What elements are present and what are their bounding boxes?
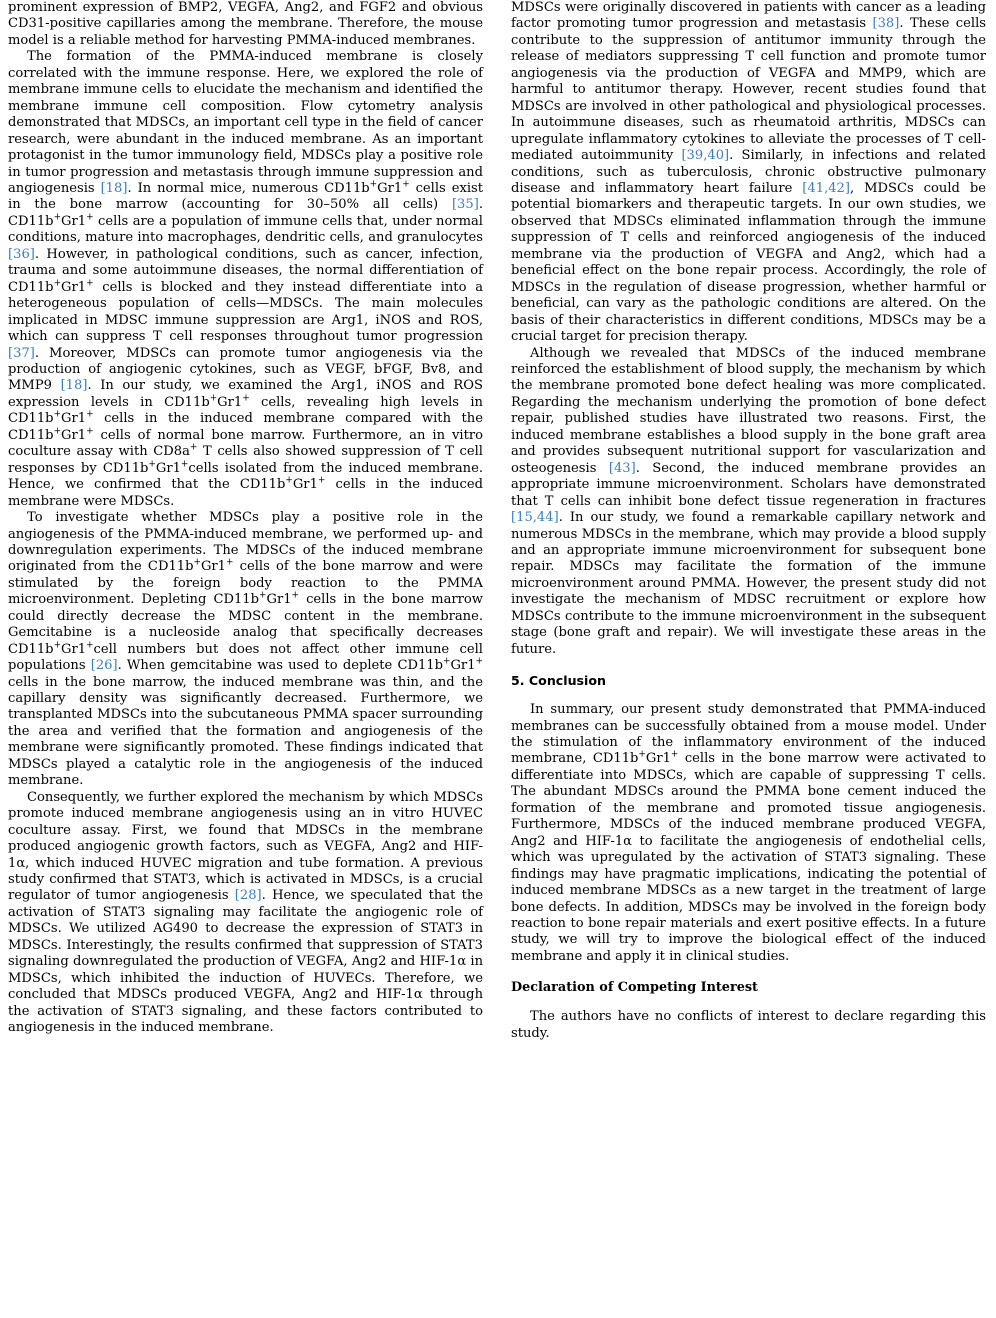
citation-link[interactable]: [39,40] <box>681 148 730 164</box>
two-column-body <box>8 0 986 1042</box>
superscript-mark: + <box>259 590 267 601</box>
citation-link[interactable]: [37] <box>8 345 35 361</box>
superscript-mark: + <box>193 558 201 569</box>
paragraph-spacer <box>511 996 986 1009</box>
superscript-mark: + <box>53 278 62 289</box>
citation-link[interactable]: [26] <box>90 658 118 674</box>
superscript-mark: + <box>53 640 62 651</box>
superscript-mark: + <box>86 278 94 289</box>
superscript-mark: + <box>475 656 483 667</box>
body-paragraph: Consequently, we further explored the mechanism by which MDSCs promote induced membrane angiogenesis using an in vitro HUVEC coculture assay. First, we found that MDSCs in the membrane produced angiogenic growth factors, such as VEGFA, Ang2 and HIF-1α, which induced HUVEC migration and tube formation. A previous study confirmed that STAT3, which is activated in MDSCs, is a crucial regulator of tumor angiogenesis [28]. Hence, we speculated that the activation of STAT3 signaling may facilitate the angiogenic role of MDSCs. We utilized AG490 to decrease the expression of STAT3 in MDSCs. Interestingly, the results confirmed that suppression of STAT3 signaling downregulated the production of VEGFA, Ang2 and HIF-1α in MDSCs, which inhibited the induction of HUVECs. Therefore, we concluded that MDSCs produced VEGFA, Ang2 and HIF-1α through the activation of STAT3 signaling, and these factors contributed to angiogenesis in the induced membrane. <box>8 789 484 1036</box>
superscript-mark: + <box>86 212 94 223</box>
declaration-paragraph: The authors have no conflicts of interest to declare regarding this study. <box>511 1009 986 1041</box>
body-paragraph: The formation of the PMMA-induced membrane is closely correlated with the immune response. Here, we explored the role of membrane immune cells to elucidate the mechanism and identified the membrane immune cell composition. Flow cytometry analysis demonstrated that MDSCs, an important cell type in the field of cancer research, were abundant in the induced membrane. As an important protagonist in the tumor immunology field, MDSCs play a positive role in tumor progression and metastasis through immune suppression and angiogenesis [18]. In normal mice, numerous CD11b+Gr1+ cells exist in the bone marrow (accounting for 30–50% all cells) [35]. CD11b+Gr1+ cells are a population of immune cells that, under normal conditions, mature into macrophages, dendritic cells, and granulocytes [36]. However, in pathological conditions, such as cancer, infection, trauma and some autoimmune diseases, the normal differentiation of CD11b+Gr1+ cells is blocked and they instead differentiate into a heterogeneous population of cells—MDSCs. The main molecules implicated in MDSC immune suppression are Arg1, iNOS and ROS, which can suppress T cell responses throughout tumor progression [37]. Moreover, MDSCs can promote tumor angiogenesis via the production of angiogenic cytokines, such as VEGF, bFGF, Bv8, and MMP9 [18]. In our study, we examined the Arg1, iNOS and ROS expression levels in CD11b+Gr1+ cells, revealing high levels in CD11b+Gr1+ cells in the induced membrane compared with the CD11b+Gr1+ cells of normal bone marrow. Furthermore, an in vitro coculture assay with CD8a+ T cells also showed suppression of T cell responses by CD11b+Gr1+cells isolated from the induced membrane. Hence, we confirmed that the CD11b+Gr1+ cells in the induced membrane were MDSCs. <box>8 49 484 509</box>
superscript-mark: + <box>402 179 410 190</box>
section-heading-declaration: Declaration of Competing Interest <box>511 980 758 996</box>
citation-link[interactable]: [35] <box>451 197 479 213</box>
superscript-mark: + <box>189 442 198 453</box>
superscript-mark: + <box>443 656 451 667</box>
superscript-mark: + <box>53 212 62 223</box>
superscript-mark: + <box>86 640 94 651</box>
superscript-mark: + <box>209 393 218 404</box>
superscript-mark: + <box>638 750 646 761</box>
paragraph-spacer <box>511 689 986 702</box>
body-paragraph: Although we revealed that MDSCs of the induced membrane reinforced the establishment of blood supply, the mechanism by which the membrane promoted bone defect healing was more complicated. Regarding the mechanism underlying the promotion of bone defect repair, published studies have illustrated two reasons. First, the induced membrane establishes a blood supply in the bone graft area and provides subsequent nutritional support for vascularization and osteogenesis [43]. Second, the induced membrane provides an appropriate immune microenvironment. Scholars have demonstrated that T cells can inhibit bone defect tissue regeneration in fractures [15,44]. In our study, we found a remarkable capillary network and numerous MDSCs in the membrane, which may provide a blood supply and an appropriate immune microenvironment for subsequent bone repair. MDSCs may facilitate the formation of the immune microenvironment around PMMA. However, the present study did not investigate the mechanism of MDSC recruitment or explore how MDSCs contribute to the immune microenvironment in the subsequent stage (bone graft and repair). We will investigate these areas in the future. <box>511 345 986 657</box>
superscript-mark: + <box>53 409 62 420</box>
citation-link[interactable]: [28] <box>234 888 262 904</box>
left-column <box>8 0 483 1042</box>
superscript-mark: + <box>86 409 94 420</box>
citation-link[interactable]: [43] <box>608 460 636 476</box>
citation-link[interactable]: [18] <box>60 378 88 394</box>
body-paragraph: prominent expression of BMP2, VEGFA, Ang2, and FGF2 and obvious CD31-positive capillaries among the membrane. Therefore, the mouse model is a reliable method for harvesting PMMA-induced membranes. <box>8 0 483 48</box>
citation-link[interactable]: [18] <box>100 180 128 196</box>
superscript-mark: + <box>285 475 293 486</box>
superscript-mark: + <box>369 179 378 190</box>
superscript-mark: + <box>53 426 62 437</box>
body-paragraph: To investigate whether MDSCs play a positive role in the angiogenesis of the PMMA-induced membrane, we performed up- and downregulation experiments. The MDSCs of the induced membrane originated from the CD11b+Gr1+ cells of the bone marrow and were stimulated by the foreign body reaction to the PMMA microenvironment. Depleting CD11b+Gr1+ cells in the bone marrow could directly decrease the MDSC content in the membrane. Gemcitabine is a nucleoside analog that specifically decreases CD11b+Gr1+cell numbers but does not affect other immune cell populations [26]. When gemcitabine was used to deplete CD11b+Gr1+ cells in the bone marrow, the induced membrane was thin, and the capillary density was significantly decreased. Furthermore, we transplanted MDSCs into the subcutaneous PMMA spacer surrounding the area and verified that the formation and angiogenesis of the membrane were significantly promoted. These findings indicated that MDSCs played a catalytic role in the angiogenesis of the induced membrane. <box>8 510 483 789</box>
citation-link[interactable]: [38] <box>872 16 900 32</box>
superscript-mark: + <box>86 426 94 437</box>
superscript-mark: + <box>148 459 156 470</box>
body-paragraph: MDSCs were originally discovered in patients with cancer as a leading factor promoting tumor progression and metastasis [38]. These cells contribute to the suppression of antitumor immunity through the release of mediators suppressing T cell function and promote tumor angiogenesis via the production of VEGFA and MMP9, which are harmful to antitumor therapy. However, recent studies found that MDSCs are involved in other pathological and physiological processes. In autoimmune diseases, such as rheumatoid arthritis, MDSCs can upregulate inflammatory cytokines to alleviate the processes of T cell-mediated autoimmunity [39,40]. Similarly, in infections and related conditions, such as tuberculosis, chronic obstructive pulmonary disease and inflammatory heart failure [41,42], MDSCs could be potential biomarkers and therapeutic targets. In our own studies, we observed that MDSCs eliminated inflammation through the immune suppression of T cells and reinforced angiogenesis of the induced membrane via the production of VEGFA and Ang2, which had a beneficial effect on the bone repair process. Accordingly, the role of MDSCs in the regulation of disease progression, whether harmful or beneficial, can vary as the pathologic conditions are altered. On the basis of their characteristics in different conditions, MDSCs may be a crucial target for precision therapy. <box>511 0 986 345</box>
superscript-mark: + <box>226 558 234 569</box>
citation-link[interactable]: [15,44] <box>511 510 559 526</box>
superscript-mark: + <box>180 459 189 470</box>
superscript-mark: + <box>670 750 679 761</box>
superscript-mark: + <box>291 590 299 601</box>
citation-link[interactable]: [41,42] <box>802 180 850 196</box>
right-column <box>511 0 986 1042</box>
superscript-mark: + <box>242 393 250 404</box>
section-heading-conclusion: 5. Conclusion <box>511 673 606 689</box>
citation-link[interactable]: [36] <box>8 246 35 262</box>
conclusion-paragraph: In summary, our present study demonstrated that PMMA-induced membranes can be successfully obtained from a mouse model. Under the stimulation of the inflammatory environment of the induced membrane, CD11b+Gr1+ cells in the bone marrow were activated to differentiate into MDSCs, which are capable of suppressing T cells. The abundant MDSCs around the PMMA bone cement induced the formation of the membrane and promoted tissue angiogenesis. Furthermore, MDSCs of the induced membrane produced VEGFA, Ang2 and HIF-1α to facilitate the angiogenesis of endothelial cells, which was upregulated by the activation of STAT3 signaling. These findings may have pragmatic implications, indicating the potential of induced membrane MDSCs as a new target in the treatment of large bone defects. In addition, MDSCs may be involved in the foreign body reaction to bone repair materials and exert positive effects. In a future study, we will try to improve the biological effect of the induced membrane and apply it in clinical studies. <box>511 702 986 964</box>
superscript-mark: + <box>317 475 326 486</box>
